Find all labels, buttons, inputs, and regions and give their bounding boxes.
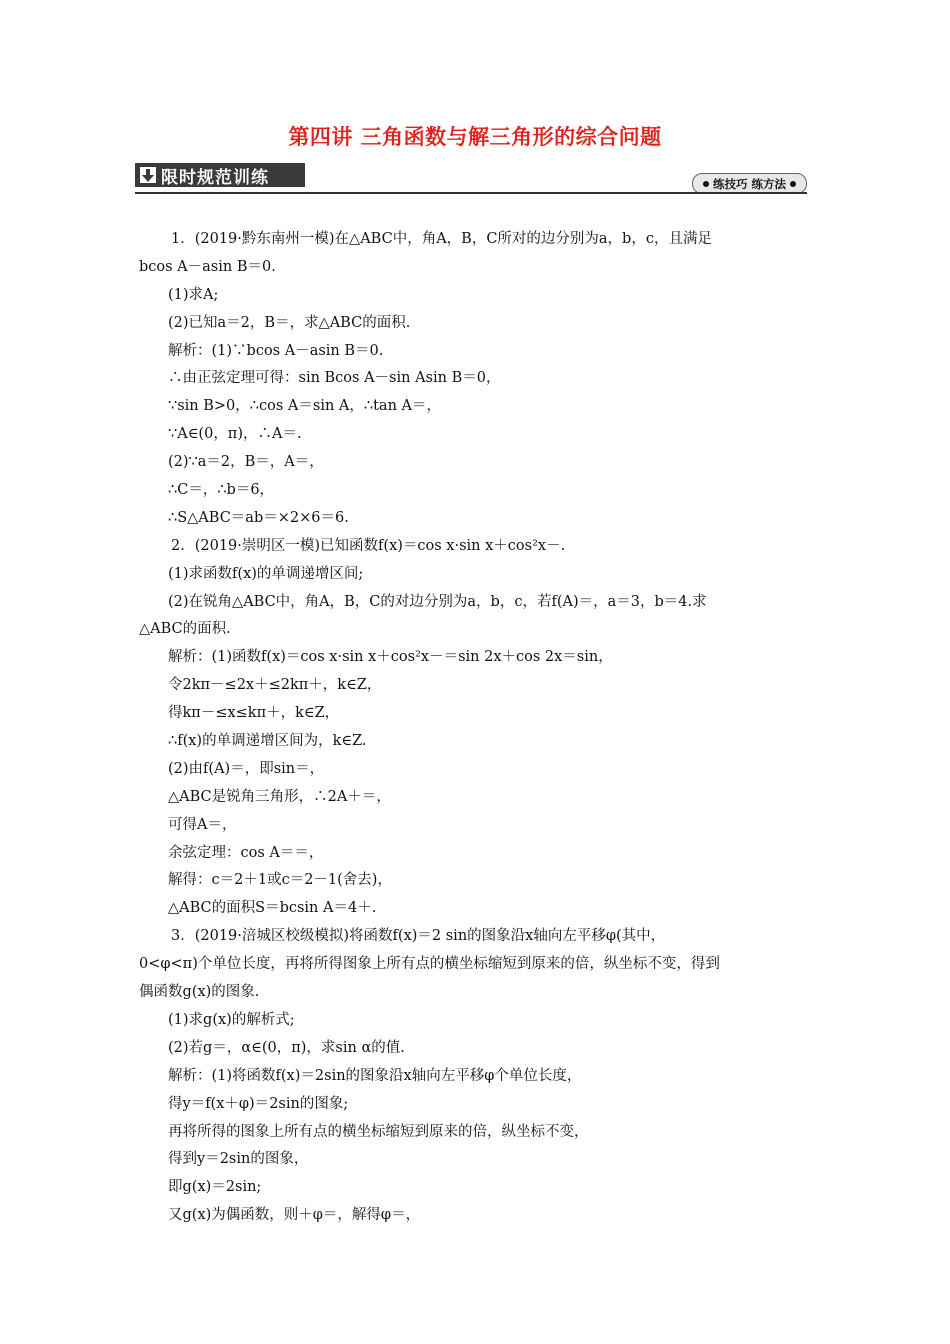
text-line: 得kπ－≤x≤kπ＋，k∈Z， [168,705,340,722]
text-line: bcos A－asin B＝0. [139,258,276,275]
banner-tag [692,173,807,194]
text-line: 解析：(1)将函数f(x)＝2sin的图象沿x轴向左平移φ个单位长度， [168,1067,582,1084]
text-line: (1)求函数f(x)的单调递增区间; [168,565,364,582]
text-line: 可得A＝， [168,816,237,833]
text-line: △ABC的面积. [139,621,231,638]
text-line: △ABC的面积S＝bcsin A＝4＋. [168,900,377,917]
text-line: 再将所得的图象上所有点的横坐标缩短到原来的倍，纵坐标不变， [168,1123,589,1140]
text-line: △ABC是锐角三角形，∴2A＋＝， [168,788,391,805]
text-line: (2)若g＝，α∈(0，π)，求sin α的值. [168,1039,405,1056]
text-line: 2．(2019·崇明区一模)已知函数f(x)＝cos x·sin x＋cos²x－. [171,537,566,554]
down-arrow-icon [139,166,157,184]
text-line: (2)∵a＝2，B＝，A＝， [168,454,324,471]
section-banner [135,163,807,193]
document-body [139,226,815,1230]
text-line: 解析：(1)∵bcos A－asin B＝0. [168,342,384,359]
text-line: ∵sin B>0，∴cos A＝sin A，∴tan A＝， [168,398,441,415]
text-line: (1)求g(x)的解析式; [168,1011,295,1028]
text-line: 解得：c＝2＋1或c＝2－1(舍去)， [168,872,392,889]
text-line: 又g(x)为偶函数，则＋φ＝，解得φ＝， [168,1207,421,1224]
text-line: ∴f(x)的单调递增区间为，k∈Z. [168,733,367,750]
text-line: 偶函数g(x)的图象. [139,984,260,1001]
text-line: ∴由正弦定理可得：sin Bcos A－sin Asin B＝0， [168,370,501,387]
text-line: ∴S△ABC＝ab＝×2×6＝6. [168,509,349,526]
text-line: ∴C＝，∴b＝6， [168,482,275,499]
text-line: ∵A∈(0，π)，∴A＝. [168,426,302,443]
text-line: (2)已知a＝2，B＝，求△ABC的面积. [168,314,411,331]
page-title: 第四讲 三角函数与解三角形的综合问题 [288,125,662,149]
text-line: 令2kπ－≤2x＋≤2kπ＋，k∈Z， [168,677,382,694]
text-line: 3．(2019·涪城区校级模拟)将函数f(x)＝2 sin的图象沿x轴向左平移φ(其中， [171,928,666,945]
text-line: 0<φ<π)个单位长度，再将所得图象上所有点的横坐标缩短到原来的倍，纵坐标不变，得到 [139,956,720,973]
dot-icon [790,181,796,187]
text-line: 1．(2019·黔东南州一模)在△ABC中，角A，B，C所对的边分别为a，b，c，且满足 [171,231,712,247]
text-line: 余弦定理：cos A＝＝， [168,844,324,861]
text-line: (2)由f(A)＝，即sin＝， [168,760,325,777]
text-line: 得y＝f(x＋φ)＝2sin的图象; [168,1095,349,1112]
text-line: (1)求A; [168,286,219,303]
text-line: 得到y＝2sin的图象， [168,1151,309,1168]
banner-tag-label: 练技巧 练方法 [712,176,786,191]
banner-label-box [135,163,305,187]
text-line: 解析：(1)函数f(x)＝cos x·sin x＋cos²x－＝sin 2x＋cos 2x＝sin， [168,649,613,666]
divider [135,192,807,194]
dot-icon [703,181,709,187]
text-line: 即g(x)＝2sin; [168,1179,262,1196]
text-line: (2)在锐角△ABC中，角A，B，C的对边分别为a，b，c，若f(A)＝，a＝3，b＝4.求 [168,593,707,610]
banner-label: 限时规范训练 [161,167,269,188]
